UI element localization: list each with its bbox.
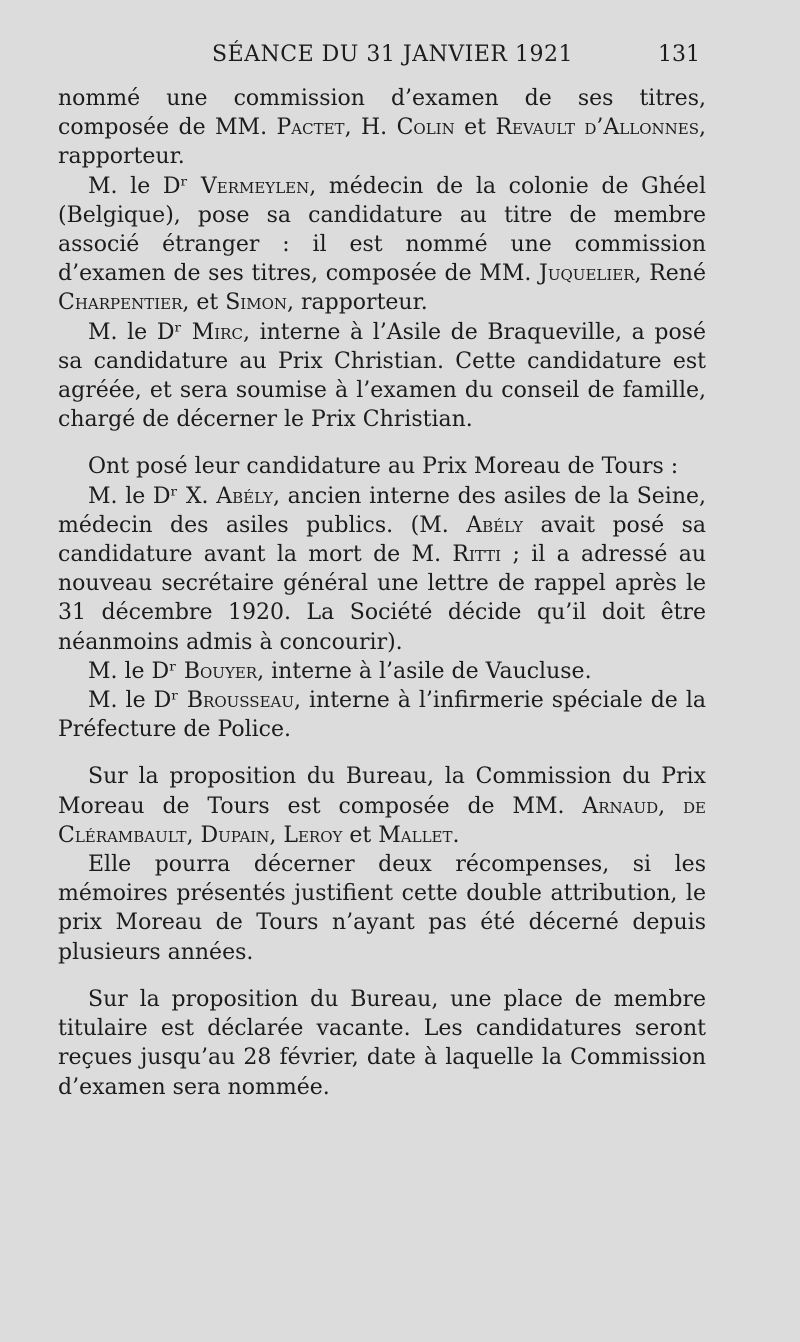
text-run: , médecin de la colonie de Ghéel (Belgique), pose sa candidature au titre de membre associé étranger : il est nommé une commission d’examen de ses titres, composée de MM.: [58, 173, 706, 287]
text-run: Sur la proposition du Bureau, la Commission du Prix Moreau de Tours est composée de MM.: [58, 764, 706, 819]
person-name: Vermeylen: [200, 173, 310, 199]
person-name: Abély: [216, 483, 273, 509]
text-run: M. le Dʳ: [88, 658, 184, 684]
person-name: Charpentier: [58, 290, 183, 316]
text-run: , ancien interne des asiles de la Seine, médecin des asiles publics. (M.: [58, 483, 707, 538]
person-name: Abély: [466, 512, 523, 538]
person-name: Ritti: [452, 542, 502, 568]
text-run: ,: [186, 822, 201, 848]
page-number: 131: [658, 42, 700, 67]
paragraph-commission-moreau: [58, 762, 706, 850]
text-run: et: [454, 115, 496, 141]
text-run: , rapporteur.: [58, 115, 706, 170]
person-name: Pactet: [276, 115, 345, 141]
text-run: , René: [634, 261, 706, 287]
person-name: Mirc: [191, 319, 243, 345]
text-run: , interne à l’Asile de Braqueville, a posé sa candidature au Prix Christian. Cette candidature est agréée, et sera soumise à l’examen du conseil de famille, chargé de décerner le Prix Christian.: [58, 319, 706, 433]
text-run: ; il a adressé au nouveau secrétaire général une lettre de rappel après le 31 décembre 1920. La Société décide qu’il doit être néanmoins admis à concourir).: [58, 542, 707, 655]
paragraph-brousseau: [58, 686, 706, 744]
page-body: [58, 84, 706, 1102]
person-name: Arnaud: [582, 793, 659, 819]
text-run: , H.: [344, 115, 397, 141]
paragraph-abely: [58, 482, 706, 657]
text-run: M. le Dʳ: [88, 319, 192, 345]
text-run: et: [342, 822, 379, 848]
text-run: ,: [269, 822, 284, 848]
text-run: nommé une commission d’examen de ses titres, composée de MM.: [58, 86, 706, 141]
paragraph-vacancy: Sur la proposition du Bureau, une place de membre titulaire est déclarée vacante. Les candidatures seront reçues jusqu’au 28 février, date à laquelle la Commission d’examen sera nommée.: [58, 986, 706, 1100]
person-name: Bouyer: [183, 658, 258, 684]
paragraph-vermeylen: [58, 172, 706, 318]
running-header: [0, 38, 800, 72]
person-name: Brousseau: [186, 688, 294, 714]
person-name: Juquelier: [539, 261, 635, 287]
text-run: ,: [658, 793, 684, 819]
person-name: Leroy: [283, 822, 343, 848]
person-name: Revault d’Allonnes: [495, 115, 699, 141]
paragraph-commission-revault: [58, 84, 706, 172]
paragraph-moreau-candidates: Ont posé leur candidature au Prix Moreau de Tours :: [88, 454, 679, 480]
person-name: Colin: [396, 115, 455, 141]
text-run: , et: [182, 290, 226, 316]
text-run: M. le Dʳ: [88, 688, 187, 714]
text-run: , rapporteur.: [287, 290, 428, 316]
text-run: M. le Dʳ X.: [88, 483, 217, 509]
paragraph-mirc: [58, 318, 706, 435]
text-run: .: [452, 822, 460, 848]
person-name: Simon: [225, 290, 288, 316]
paragraph-bouyer: [58, 657, 706, 686]
person-name: de Clérambault: [58, 793, 706, 848]
running-title: SÉANCE DU 31 JANVIER 1921: [212, 42, 573, 67]
text-run: , interne à l’infirmerie spéciale de la Préfecture de Police.: [58, 688, 706, 743]
person-name: Mallet: [378, 822, 453, 848]
text-run: M. le Dʳ: [88, 173, 201, 199]
person-name: Dupain: [200, 822, 270, 848]
text-run: , interne à l’asile de Vaucluse.: [257, 658, 592, 684]
paragraph-recompenses: Elle pourra décerner deux récompenses, si les mémoires présentés justifient cette double attribution, le prix Moreau de Tours n’ayant pas été décerné depuis plusieurs années.: [58, 852, 706, 965]
text-run: avait posé sa candidature avant la mort de M.: [58, 512, 706, 568]
